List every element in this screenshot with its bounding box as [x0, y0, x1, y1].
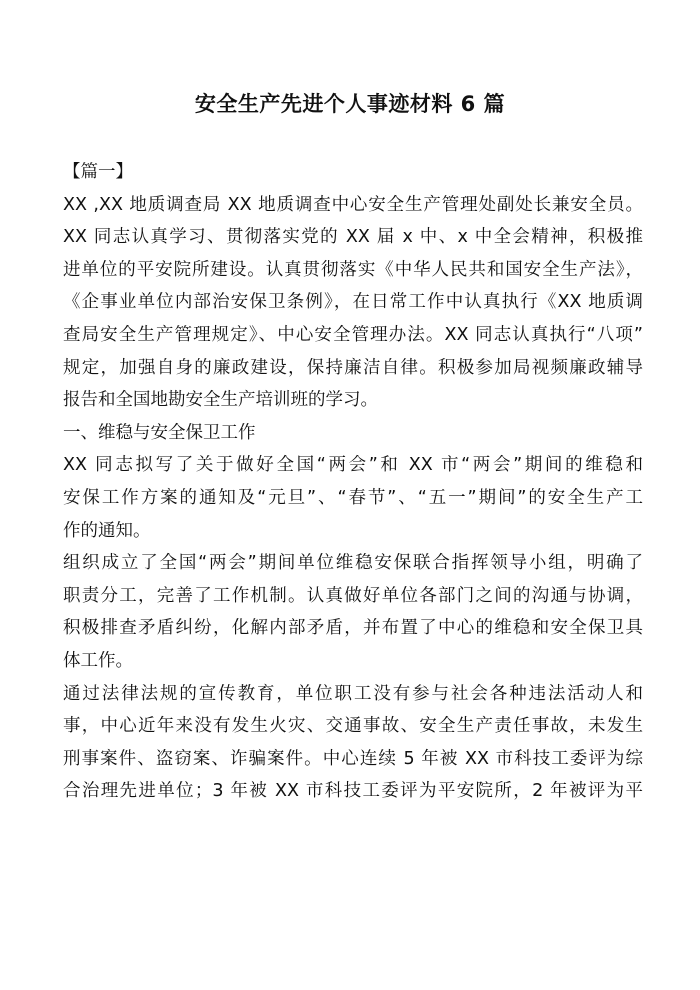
section-heading: 【篇一】	[63, 162, 133, 182]
paragraph-line: 安保工作方案的通知及“元旦”、“春节”、“五一”期间”的安全生产工	[63, 487, 643, 508]
paragraph-line: XX ,XX 地质调查局 XX 地质调查中心安全生产管理处副处长兼安全员。	[63, 194, 643, 215]
document-body	[63, 156, 643, 808]
paragraph-line: 规定，加强自身的廉政建设，保持廉洁自律。积极参加局视频廉政辅导	[63, 357, 643, 378]
paragraph-line: XX 同志认真学习、贯彻落实党的 XX 届 x 中、x 中全会精神，积极推	[63, 227, 643, 248]
document-title: 安全生产先进个人事迹材料 6 篇	[194, 92, 506, 116]
paragraph-line: 进单位的平安院所建设。认真贯彻落实《中华人民共和国安全生产法》，	[63, 259, 643, 280]
paragraph-line: 体工作。	[63, 650, 133, 671]
paragraph-line: 积极排查矛盾纠纷，化解内部矛盾，并布置了中心的维稳和安全保卫具	[63, 618, 643, 639]
paragraph-line: 作的通知。	[63, 520, 151, 541]
paragraph-line: 刑事案件、盗窃案、诈骗案件。中心连续 5 年被 XX 市科技工委评为综	[63, 748, 643, 769]
paragraph-line: 职责分工，完善了工作机制。认真做好单位各部门之间的沟通与协调，	[63, 585, 643, 606]
paragraph-line: 组织成立了全国“两会”期间单位维稳安保联合指挥领导小组，明确了	[63, 553, 643, 574]
paragraph-line: 《企事业单位内部治安保卫条例》，在日常工作中认真执行《XX 地质调	[63, 292, 643, 313]
paragraph-line: 查局安全生产管理规定》、中心安全管理办法。XX 同志认真执行“八项”	[63, 324, 643, 345]
paragraph-line: 通过法律法规的宣传教育，单位职工没有参与社会各种违法活动人和	[63, 683, 643, 704]
paragraph-line: 事，中心近年来没有发生火灾、交通事故、安全生产责任事故，未发生	[63, 716, 643, 737]
paragraph-line: 报告和全国地勘安全生产培训班的学习。	[63, 390, 378, 411]
subsection-heading: 一、维稳与安全保卫工作	[63, 422, 256, 443]
paragraph-line: XX 同志拟写了关于做好全国“两会”和 XX 市“两会”期间的维稳和	[63, 455, 643, 476]
paragraph-line: 合治理先进单位；3 年被 XX 市科技工委评为平安院所，2 年被评为平	[63, 781, 643, 802]
